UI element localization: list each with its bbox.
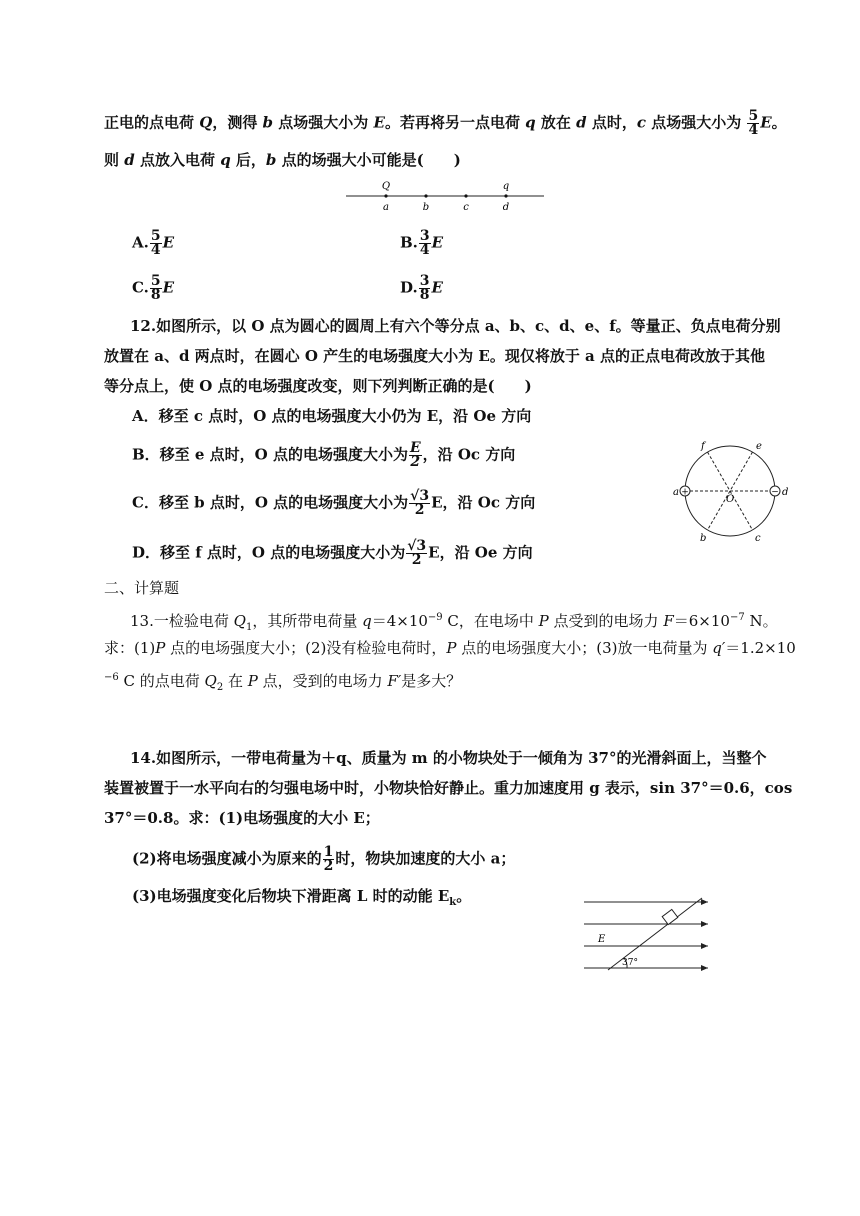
block (662, 909, 678, 924)
q12-option-b: B．移至 e 点时，O 点的电场强度大小为 $\frac{E}{2}$ ，沿 Oc 方向 (132, 440, 516, 470)
q14-line-4: (2)将电场强度减小为原来的 $\frac{1}{2}$ 时，物块加速度的大小 a； (132, 844, 516, 874)
q11-line-2: 则 d 点放入电荷 q 后，b 点的场强大小可能是( ) (104, 151, 461, 169)
point-b (424, 194, 427, 197)
label-d: d (782, 487, 789, 498)
q12-line-3: 等分点上，使 O 点的电场强度改变，则下列判断正确的是( ) (104, 377, 532, 395)
minus-sign: − (771, 487, 779, 498)
label-a: a (673, 487, 679, 498)
q11-option-b: B. $\frac{3}{4}$ E (400, 228, 444, 258)
q13-line-2: 求：(1)P 点的电场强度大小；(2)没有检验电荷时，P 点的电场强度大小；(3)放一电荷量为 q′＝1.2×10 (104, 639, 796, 657)
label-b: b (422, 202, 430, 213)
q14-line-2: 装置被置于一水平向右的匀强电场中时，小物块恰好静止。重力加速度用 g 表示，sin 37°＝0.6，cos (104, 779, 793, 797)
label-c: c (755, 533, 761, 544)
point-c (464, 194, 467, 197)
point-d (504, 194, 507, 197)
label-angle: 37° (622, 958, 638, 968)
q12-option-d: D．移至 f 点时，O 点的电场强度大小为 $\frac{√3}{2}$ E，沿 Oe 方向 (132, 538, 533, 568)
q11-option-c: C. $\frac{5}{8}$ E (132, 273, 175, 303)
q12-circle-figure (670, 436, 800, 546)
point-a (384, 194, 387, 197)
q13-line-1: 13.一检验电荷 $Q_1$，其所带电荷量 $q=4\times 10^{-9}$ C，在电场中 P 点受到的电场力 $F=6\times 10^{-7}$ N。 (130, 612, 778, 633)
q11-line-1: 正电的点电荷 Q，测得 b 点场强大小为 E。若再将另一点电荷 q 放在 d 点时，c 点场强大小为 $\frac{5}{4}$ E。 (104, 108, 787, 138)
q14-line-1: 14.如图所示，一带电荷量为＋q、质量为 m 的小物块处于一倾角为 37°的光滑斜面上，当整个 (130, 749, 767, 767)
label-e: e (756, 441, 762, 452)
label-f: f (701, 441, 705, 452)
q13-line-3: $^{-6}$ C 的点电荷 $Q_2$ 在 P 点，受到的电场力 F′是多大？ (104, 672, 462, 693)
q11-option-a: A. $\frac{5}{4}$ E (132, 228, 175, 258)
label-O: O (726, 494, 735, 505)
section-heading: 二、计算题 (104, 579, 180, 597)
plus-sign: + (681, 487, 689, 498)
q14-line-3: 37°＝0.8。求：(1)电场强度的大小 E； (104, 809, 380, 827)
q14-line-5: (3)电场强度变化后物块下滑距离 L 时的动能 $E_k$。 (132, 887, 472, 908)
label-a: a (383, 202, 389, 213)
q12-line-2: 放置在 a、d 两点时，在圆心 O 产生的电场强度大小为 E。现仅将放于 a 点的正点电荷改放于其他 (104, 347, 765, 365)
label-b: b (700, 533, 707, 544)
fraction: $\frac{5}{4}$ (748, 108, 759, 138)
q12-option-a: A．移至 c 点时，O 点的电场强度大小仍为 E，沿 Oe 方向 (132, 407, 532, 425)
label-q: q (502, 181, 510, 192)
label-d: d (502, 202, 510, 213)
q11-option-d: D. $\frac{3}{8}$ E (400, 273, 443, 303)
q11-line-figure (340, 176, 550, 216)
q12-option-c: C．移至 b 点时，O 点的电场强度大小为 $\frac{√3}{2}$ E，沿 Oc 方向 (132, 488, 536, 518)
q12-line-1: 12.如图所示，以 O 点为圆心的圆周上有六个等分点 a、b、c、d、e、f。等量正、负点电荷分别 (130, 317, 781, 335)
q14-incline-figure (578, 892, 718, 976)
label-c: c (463, 202, 469, 213)
label-Q: Q (381, 181, 391, 192)
label-E: E (598, 934, 606, 945)
